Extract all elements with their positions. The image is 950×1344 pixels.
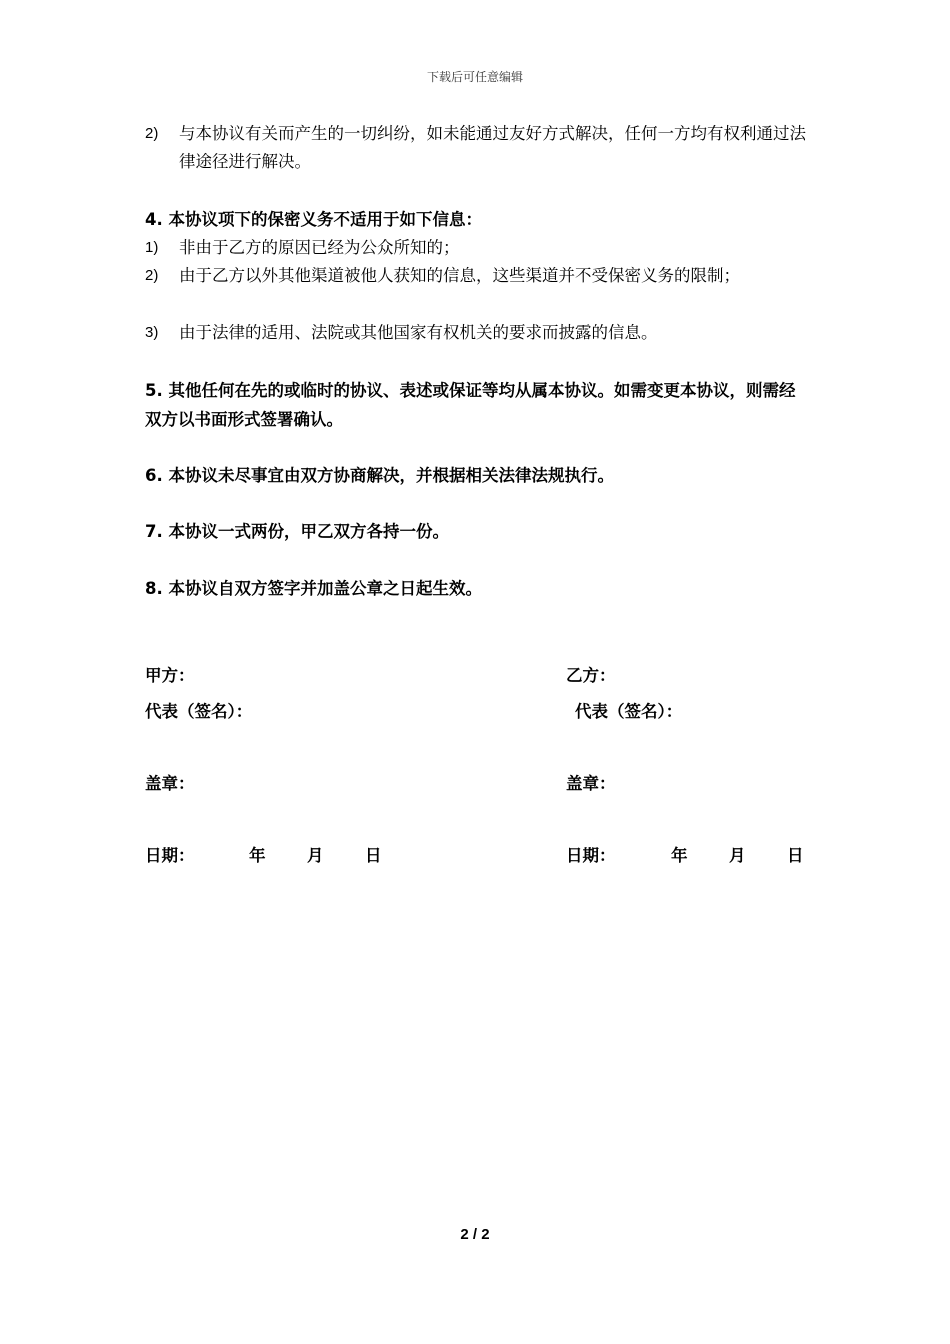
list-item-number: 2) <box>145 267 159 284</box>
list-item <box>145 262 810 290</box>
list-item <box>145 234 810 262</box>
party-b-year: 年 <box>671 846 688 865</box>
party-a-day: 日 <box>365 846 382 865</box>
list-item-text: 由于法律的适用、法院或其他国家有权机关的要求而披露的信息。 <box>179 323 658 342</box>
list-item-number: 2) <box>145 125 159 142</box>
party-a-rep-label: 代表（签名）： <box>145 702 253 721</box>
clause-6: 6. 本协议未尽事宜由双方协商解决，并根据相关法律法规执行。 <box>145 466 614 485</box>
clause-5: 5. 其他任何在先的或临时的协议、表述或保证等均从属本协议。如需变更本协议，则需经双方以书面形式签署确认。 <box>145 381 796 429</box>
list-item <box>145 120 810 176</box>
section-heading-4: 4. 本协议项下的保密义务不适用于如下信息： <box>145 210 482 229</box>
party-a-year: 年 <box>249 846 266 865</box>
party-b-seal-label: 盖章： <box>566 774 616 793</box>
clause-7: 7. 本协议一式两份，甲乙双方各持一份。 <box>145 522 449 541</box>
list-item-number: 1) <box>145 239 159 256</box>
party-b-month: 月 <box>729 846 746 865</box>
party-a-seal-label: 盖章： <box>145 774 195 793</box>
party-b-label: 乙方： <box>566 666 616 685</box>
party-b-date-label: 日期： <box>566 846 616 865</box>
list-item <box>145 319 810 347</box>
list-item-number: 3) <box>145 324 159 341</box>
party-b-rep-label: 代表（签名）： <box>575 702 683 721</box>
clause-8: 8. 本协议自双方签字并加盖公章之日起生效。 <box>145 579 482 598</box>
header-note: 下载后可任意编辑 <box>426 70 523 84</box>
list-item-text: 非由于乙方的原因已经为公众所知的； <box>179 238 460 257</box>
party-a-month: 月 <box>307 846 324 865</box>
list-item-text: 由于乙方以外其他渠道被他人获知的信息，这些渠道并不受保密义务的限制； <box>179 266 740 285</box>
party-a-date-label: 日期： <box>145 846 195 865</box>
party-b-day: 日 <box>787 846 804 865</box>
party-a-label: 甲方： <box>145 666 195 685</box>
list-item-text: 与本协议有关而产生的一切纠纷，如未能通过友好方式解决，任何一方均有权利通过法律途径进行解决。 <box>179 124 806 171</box>
page-number: 2 / 2 <box>460 1226 490 1243</box>
